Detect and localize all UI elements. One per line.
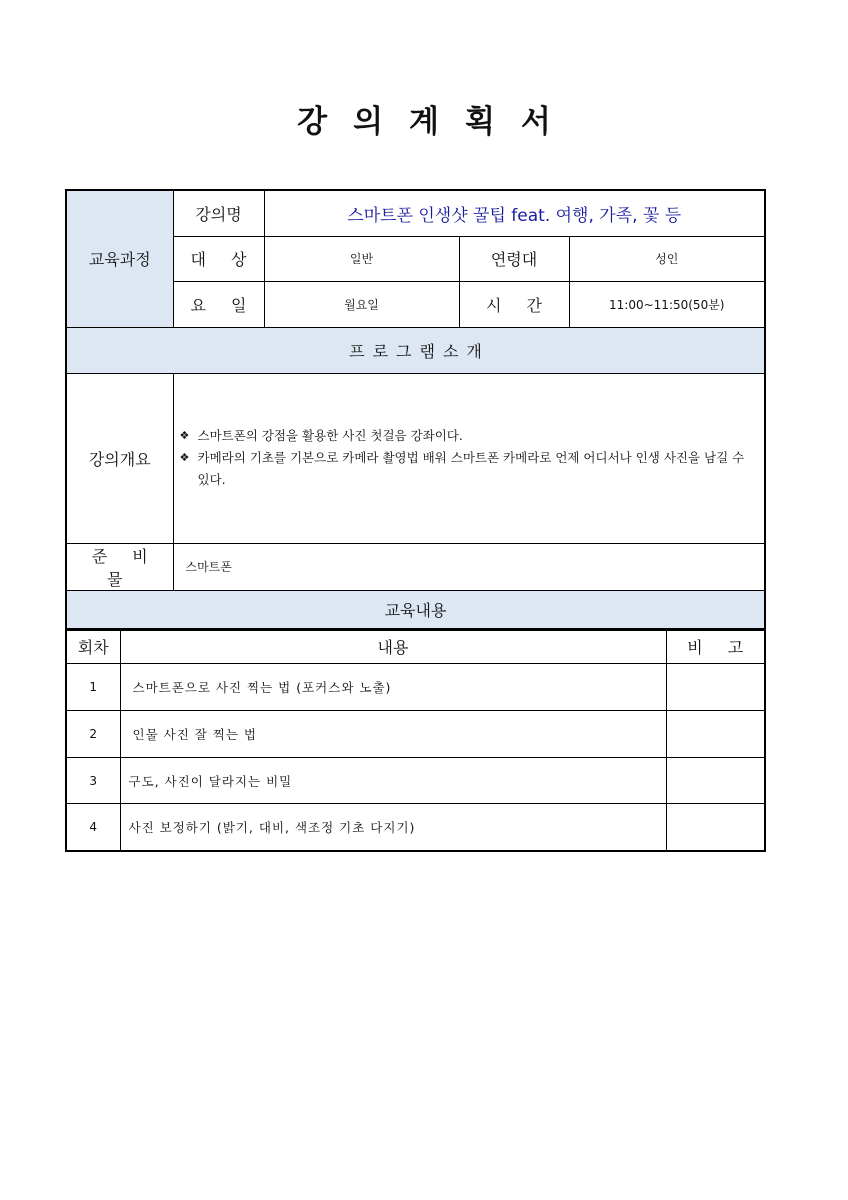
diamond-bullet-icon: ❖: [179, 429, 190, 442]
lecture-name-label: 강의명: [173, 190, 264, 236]
target-label: 대 상: [173, 236, 264, 281]
session-number: 1: [66, 664, 120, 711]
prep-value: 스마트폰: [173, 543, 765, 590]
program-header: 프로그램소개: [66, 327, 765, 373]
age-value: 성인: [569, 236, 765, 281]
overview-label: 강의개요: [66, 373, 173, 543]
session-content: 사진 보정하기 (밝기, 대비, 색조정 기초 다지기): [120, 804, 666, 851]
session-column-header: 회차: [66, 629, 120, 664]
lecture-name: 스마트폰 인생샷 꿀팁 feat. 여행, 가족, 꽃 등: [264, 190, 765, 236]
day-label: 요 일: [173, 281, 264, 327]
education-content-table: [65, 628, 766, 852]
overview-content: [173, 373, 765, 543]
table-row: [66, 758, 765, 804]
session-content: 구도, 사진이 달라지는 비밀: [120, 758, 666, 804]
overview-item: ❖ 스마트폰의 강점을 활용한 사진 첫걸음 강좌이다.: [180, 425, 755, 447]
session-content: 인물 사진 잘 찍는 법: [120, 711, 666, 758]
session-note: [666, 804, 765, 851]
target-value: 일반: [264, 236, 459, 281]
session-number: 3: [66, 758, 120, 804]
session-number: 2: [66, 711, 120, 758]
time-label: 시 간: [459, 281, 569, 327]
session-note: [666, 664, 765, 711]
content-column-header: 내용: [120, 629, 666, 664]
document-title: 강의계획서: [297, 104, 577, 140]
note-column-header: 비 고: [666, 629, 765, 664]
prep-label: 준 비 물: [66, 543, 173, 590]
course-label: 교육과정: [66, 190, 173, 327]
time-value: 11:00~11:50(50분): [569, 281, 765, 327]
session-content: 스마트폰으로 사진 찍는 법 (포커스와 노출): [120, 664, 666, 711]
day-value: 월요일: [264, 281, 459, 327]
age-label: 연령대: [459, 236, 569, 281]
session-number: 4: [66, 804, 120, 851]
table-row: [66, 664, 765, 711]
table-row: [66, 804, 765, 851]
session-note: [666, 758, 765, 804]
table-row: [66, 711, 765, 758]
diamond-bullet-icon: ❖: [179, 451, 190, 464]
course-info-table: [65, 189, 766, 631]
education-header: 교육내용: [66, 590, 765, 630]
overview-item: ❖ 카메라의 기초를 기본으로 카메라 촬영법 배워 스마트폰 카메라로 언제 어디서나 인생 사진을 남길 수 있다.: [180, 447, 755, 491]
session-note: [666, 711, 765, 758]
